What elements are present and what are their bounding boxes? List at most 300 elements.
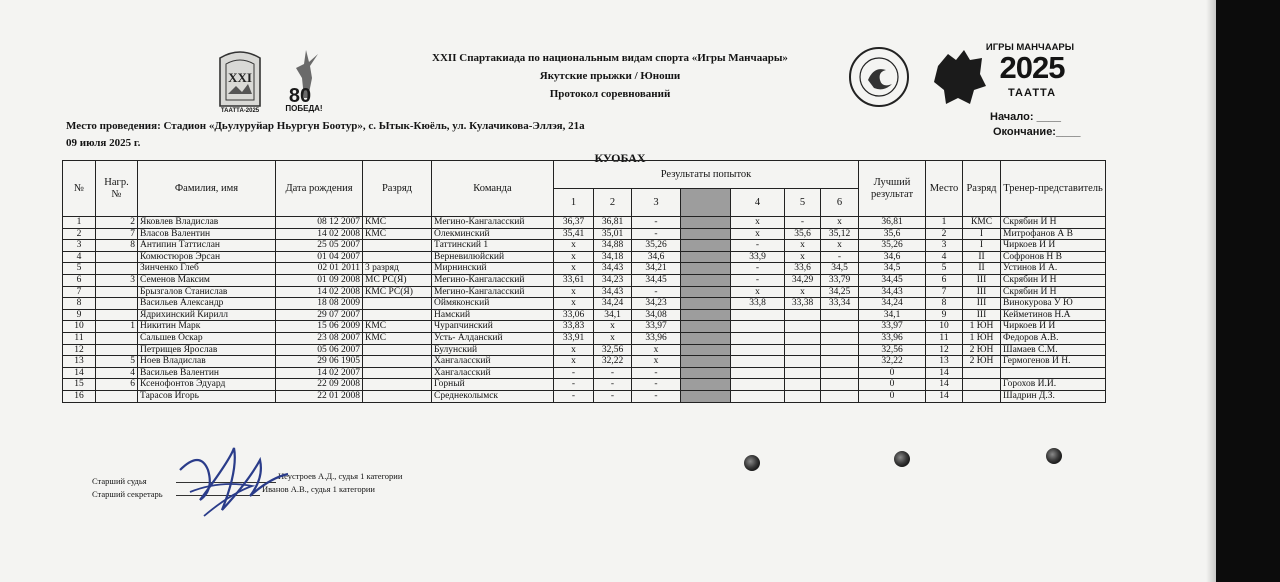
cell-a6: 35,12 [821,228,859,240]
cell-rank: КМС [363,332,432,344]
results-table [62,160,1106,403]
cell-place: 14 [926,379,963,391]
cell-place: 7 [926,286,963,298]
col-header-place: Место [926,161,963,217]
cell-coach: Устинов И А. [1001,263,1106,275]
cell-place: 6 [926,274,963,286]
cell-rdone: II [963,263,1001,275]
cell-a2: 34,23 [594,274,632,286]
cell-bib: 6 [96,379,138,391]
cell-dob: 23 08 2007 [276,332,363,344]
cell-place: 13 [926,356,963,368]
cell-dob: 29 07 2007 [276,309,363,321]
cell-n: 13 [63,356,96,368]
cell-a2: x [594,332,632,344]
cell-a3: - [632,286,681,298]
cell-a1: x [554,240,594,252]
event-name: КУОБАХ [594,151,646,165]
games-region: ТААТТА [1007,87,1057,99]
end-time-field: Окончание:____ [993,126,1081,138]
cell-best: 34,45 [859,274,926,286]
cell-team: Среднеколымск [432,390,554,402]
cell-rank [363,379,432,391]
cell-best: 35,6 [859,228,926,240]
cell-n: 2 [63,228,96,240]
attempt-gap-column [681,189,731,217]
attempt-gap-cell [681,321,731,333]
col-header-attempt-4: 4 [731,189,785,217]
cell-n: 3 [63,240,96,252]
cell-a2: - [594,367,632,379]
cell-a3: 34,21 [632,263,681,275]
cell-a4 [731,367,785,379]
pobeda-caption: ПОБЕДА! [285,104,323,113]
chief-secretary-name: Иванов А.В., судья 1 категории [262,484,375,494]
cell-place: 4 [926,251,963,263]
cell-team: Чурапчинский [432,321,554,333]
cell-coach: Митрофанов А В [1001,228,1106,240]
col-header-rank: Разряд [363,161,432,217]
cell-rank [363,240,432,252]
cell-rdone: 2 ЮН [963,356,1001,368]
cell-name: Семенов Максим [138,274,276,286]
taatta-emblem-logo [216,50,264,120]
cell-a6: x [821,240,859,252]
attempt-gap-cell [681,217,731,229]
attempt-gap-cell [681,309,731,321]
table-row [63,321,1106,333]
cell-a4 [731,356,785,368]
attempt-gap-cell [681,263,731,275]
cell-rank [363,309,432,321]
cell-bib [96,390,138,402]
cell-dob: 22 01 2008 [276,390,363,402]
cell-a3: 33,97 [632,321,681,333]
cell-place: 10 [926,321,963,333]
cell-a6 [821,356,859,368]
cell-rank: МС РС(Я) [363,274,432,286]
cell-team: Хангаласский [432,367,554,379]
cell-a4 [731,344,785,356]
cell-a2: 34,43 [594,263,632,275]
cell-n: 1 [63,217,96,229]
cell-a5 [785,356,821,368]
punch-hole [744,455,760,471]
cell-rank [363,367,432,379]
table-row [63,379,1106,391]
col-header-number: № [63,161,96,217]
cell-a3: - [632,379,681,391]
cell-n: 4 [63,251,96,263]
col-header-attempt-3: 3 [632,189,681,217]
cell-a4 [731,390,785,402]
col-header-attempt-2: 2 [594,189,632,217]
cell-a3: 35,26 [632,240,681,252]
table-row [63,217,1106,229]
cell-rdone: II [963,251,1001,263]
svg-text:XXI: XXI [228,70,252,85]
cell-team: Намский [432,309,554,321]
cell-team: Верневилюйский [432,251,554,263]
pobeda-number: 80 [288,85,312,104]
cell-rank: КМС [363,228,432,240]
table-row [63,240,1106,252]
cell-name: Сальшев Оскар [138,332,276,344]
cell-a5 [785,309,821,321]
cell-bib [96,263,138,275]
cell-dob: 08 12 2007 [276,217,363,229]
cell-place: 8 [926,298,963,310]
table-row [63,309,1106,321]
cell-a5 [785,321,821,333]
event-discipline: Якутские прыжки / Юноши [539,70,681,82]
table-row [63,367,1106,379]
cell-rdone [963,367,1001,379]
cell-rank [363,390,432,402]
cell-rank: 3 разряд [363,263,432,275]
cell-dob: 01 04 2007 [276,251,363,263]
cell-a6 [821,367,859,379]
cell-name: Зинченко Глеб [138,263,276,275]
cell-a1: 33,06 [554,309,594,321]
cell-bib: 4 [96,367,138,379]
cell-a5 [785,332,821,344]
manchaary-games-logo [930,42,1080,112]
table-row [63,228,1106,240]
cell-a4: x [731,286,785,298]
cell-coach: Кейметинов Н.А [1001,309,1106,321]
cell-a4: - [731,274,785,286]
cell-best: 32,22 [859,356,926,368]
cell-rdone: I [963,240,1001,252]
cell-a5 [785,344,821,356]
cell-place: 14 [926,390,963,402]
cell-rank: КМС [363,321,432,333]
col-header-coach: Тренер-представитель [1001,161,1106,217]
cell-rdone: III [963,274,1001,286]
col-header-attempt-6: 6 [821,189,859,217]
col-header-dob: Дата рождения [276,161,363,217]
cell-coach: Скрябин И Н [1001,274,1106,286]
cell-a1: 33,61 [554,274,594,286]
cell-a3: - [632,390,681,402]
attempt-gap-cell [681,298,731,310]
venue-line: Место проведения: Стадион «Дьулуруйар Ньургун Боотур», с. Ытык-Кюёль, ул. Кулачикова-Эллэя, 21а [66,120,585,132]
cell-a2: 32,56 [594,344,632,356]
cell-bib [96,286,138,298]
cell-a4 [731,309,785,321]
cell-rdone: III [963,298,1001,310]
cell-coach [1001,367,1106,379]
cell-n: 12 [63,344,96,356]
cell-dob: 14 02 2008 [276,286,363,298]
cell-a6 [821,390,859,402]
cell-a4: x [731,228,785,240]
chief-judge-label: Старший судья [92,476,147,486]
col-header-name: Фамилия, имя [138,161,276,217]
cell-best: 34,6 [859,251,926,263]
cell-best: 34,5 [859,263,926,275]
cell-n: 10 [63,321,96,333]
cell-a4: x [731,217,785,229]
cell-dob: 22 09 2008 [276,379,363,391]
cell-a1: - [554,379,594,391]
cell-n: 5 [63,263,96,275]
cell-n: 11 [63,332,96,344]
cell-name: Васильев Александр [138,298,276,310]
col-header-attempt-5: 5 [785,189,821,217]
cell-best: 36,81 [859,217,926,229]
cell-a1: 35,41 [554,228,594,240]
cell-dob: 25 05 2007 [276,240,363,252]
cell-place: 2 [926,228,963,240]
punch-hole [894,451,910,467]
cell-a6 [821,321,859,333]
cell-rdone: 1 ЮН [963,332,1001,344]
cell-a3: 34,23 [632,298,681,310]
chief-secretary-label: Старший секретарь [92,489,163,499]
cell-a5: x [785,286,821,298]
cell-best: 33,96 [859,332,926,344]
page-edge-shadow [1206,0,1216,582]
col-header-attempt-1: 1 [554,189,594,217]
cell-a4 [731,379,785,391]
cell-a3: - [632,217,681,229]
cell-name: Ксенофонтов Эдуард [138,379,276,391]
cell-coach: Софронов Н В [1001,251,1106,263]
cell-a2: x [594,321,632,333]
cell-a6 [821,344,859,356]
cell-n: 14 [63,367,96,379]
cell-bib: 7 [96,228,138,240]
cell-best: 0 [859,367,926,379]
cell-a6: x [821,217,859,229]
cell-a2: 34,1 [594,309,632,321]
chief-judge-name: Неустроев А.Д., судья 1 категории [278,471,403,481]
cell-rank [363,356,432,368]
cell-a5: x [785,251,821,263]
protocol-title: Протокол соревнований [549,88,671,100]
attempt-gap-cell [681,286,731,298]
cell-coach: Скрябин И Н [1001,217,1106,229]
cell-n: 16 [63,390,96,402]
cell-a6: 33,79 [821,274,859,286]
cell-a3: 33,96 [632,332,681,344]
cell-name: Петрищев Ярослав [138,344,276,356]
cell-n: 15 [63,379,96,391]
cell-a1: - [554,390,594,402]
col-header-attempts: Результаты попыток [554,161,859,189]
cell-a5: 33,38 [785,298,821,310]
attempt-gap-cell [681,379,731,391]
cell-a2: 34,43 [594,286,632,298]
cell-a3: 34,6 [632,251,681,263]
cell-place: 12 [926,344,963,356]
cell-coach: Горохов И.И. [1001,379,1106,391]
cell-a2: 32,22 [594,356,632,368]
cell-best: 35,26 [859,240,926,252]
table-row [63,274,1106,286]
cell-a2: 34,18 [594,251,632,263]
cell-place: 3 [926,240,963,252]
start-time-field: Начало: ____ [990,111,1062,123]
event-title: XXII Спартакиада по национальным видам спорта «Игры Манчаары» [432,52,788,64]
cell-name: Никитин Марк [138,321,276,333]
cell-rdone: 2 ЮН [963,344,1001,356]
attempt-gap-cell [681,251,731,263]
cell-team: Мирнинский [432,263,554,275]
cell-place: 1 [926,217,963,229]
cell-a6: 34,25 [821,286,859,298]
cell-n: 8 [63,298,96,310]
cell-dob: 15 06 2009 [276,321,363,333]
cell-rdone: I [963,228,1001,240]
cell-coach: Шамаев С.М. [1001,344,1106,356]
cell-team: Горный [432,379,554,391]
cell-coach: Чиркоев И И [1001,240,1106,252]
cell-a1: x [554,286,594,298]
cell-a1: x [554,251,594,263]
cell-dob: 18 08 2009 [276,298,363,310]
cell-a1: x [554,263,594,275]
cell-a1: x [554,298,594,310]
cell-a2: 34,88 [594,240,632,252]
cell-bib [96,332,138,344]
cell-dob: 05 06 2007 [276,344,363,356]
cell-a3: x [632,344,681,356]
table-row [63,344,1106,356]
cell-a2: - [594,379,632,391]
cell-a4: - [731,240,785,252]
cell-a1: 33,91 [554,332,594,344]
cell-a5 [785,367,821,379]
cell-rdone: III [963,309,1001,321]
cell-a5: x [785,240,821,252]
cell-a3: - [632,228,681,240]
cell-a3: - [632,367,681,379]
attempt-gap-cell [681,356,731,368]
cell-a6 [821,309,859,321]
cell-a5: - [785,217,821,229]
cell-a2: 35,01 [594,228,632,240]
cell-a3: 34,45 [632,274,681,286]
cell-place: 9 [926,309,963,321]
cell-place: 5 [926,263,963,275]
cell-name: Яковлев Владислав [138,217,276,229]
cell-coach: Скрябин И Н [1001,286,1106,298]
table-row [63,390,1106,402]
cell-team: Усть- Алданский [432,332,554,344]
attempt-gap-cell [681,390,731,402]
cell-bib: 8 [96,240,138,252]
cell-team: Мегино-Кангаласский [432,274,554,286]
punch-hole [1046,448,1062,464]
cell-a6 [821,332,859,344]
cell-dob: 02 01 2011 [276,263,363,275]
cell-best: 34,43 [859,286,926,298]
table-row [63,332,1106,344]
cell-team: Таттинский 1 [432,240,554,252]
cell-n: 6 [63,274,96,286]
cell-rdone: III [963,286,1001,298]
cell-bib: 5 [96,356,138,368]
cell-dob: 01 09 2008 [276,274,363,286]
cell-coach: Федоров А.В. [1001,332,1106,344]
cell-name: Антипин Таттислан [138,240,276,252]
cell-name: Власов Валентин [138,228,276,240]
col-header-best: Лучший результат [859,161,926,217]
attempt-gap-cell [681,332,731,344]
cell-n: 7 [63,286,96,298]
cell-place: 14 [926,367,963,379]
cell-a1: 33,83 [554,321,594,333]
col-header-team: Команда [432,161,554,217]
cell-coach: Винокурова У Ю [1001,298,1106,310]
cell-rank [363,344,432,356]
table-row [63,263,1106,275]
cell-best: 34,24 [859,298,926,310]
cell-a2: - [594,390,632,402]
table-row [63,286,1106,298]
attempt-gap-cell [681,240,731,252]
cell-bib [96,298,138,310]
cell-a4: 33,8 [731,298,785,310]
cell-coach: Шадрин Д.З. [1001,390,1106,402]
cell-a2: 34,24 [594,298,632,310]
cell-team: Оймяконский [432,298,554,310]
cell-a3: x [632,356,681,368]
cell-name: Брызгалов Станислав [138,286,276,298]
table-row [63,251,1106,263]
col-header-rank-done: Разряд [963,161,1001,217]
cell-a5 [785,379,821,391]
results-rows [63,217,1106,403]
col-header-bib: Нагр. № [96,161,138,217]
cell-a4 [731,332,785,344]
cell-bib [96,309,138,321]
attempt-gap-cell [681,274,731,286]
cell-rdone [963,390,1001,402]
cell-bib: 3 [96,274,138,286]
cell-dob: 14 02 2008 [276,228,363,240]
cell-team: Хангаласский [432,356,554,368]
cell-bib: 2 [96,217,138,229]
attempt-gap-cell [681,367,731,379]
cell-best: 32,56 [859,344,926,356]
cell-rank [363,298,432,310]
table-row [63,298,1106,310]
games-title: ИГРЫ МАНЧААРЫ [985,42,1075,53]
cell-a5: 33,6 [785,263,821,275]
attempt-gap-cell [681,344,731,356]
cell-team: Олекминский [432,228,554,240]
cell-a1: - [554,367,594,379]
cell-a2: 36,81 [594,217,632,229]
taatta-emblem-caption: ТААТТА-2025 [220,108,260,114]
cell-name: Комюстюров Эрсан [138,251,276,263]
cell-a4 [731,321,785,333]
games-year: 2025 [999,50,1065,85]
cell-a6: 33,34 [821,298,859,310]
cell-place: 11 [926,332,963,344]
cell-a6: - [821,251,859,263]
cell-a6: 34,5 [821,263,859,275]
cell-dob: 29 06 1905 [276,356,363,368]
cell-a5: 34,29 [785,274,821,286]
cell-bib [96,251,138,263]
cell-a4: - [731,263,785,275]
cell-team: Мегино-Кангаласский [432,217,554,229]
